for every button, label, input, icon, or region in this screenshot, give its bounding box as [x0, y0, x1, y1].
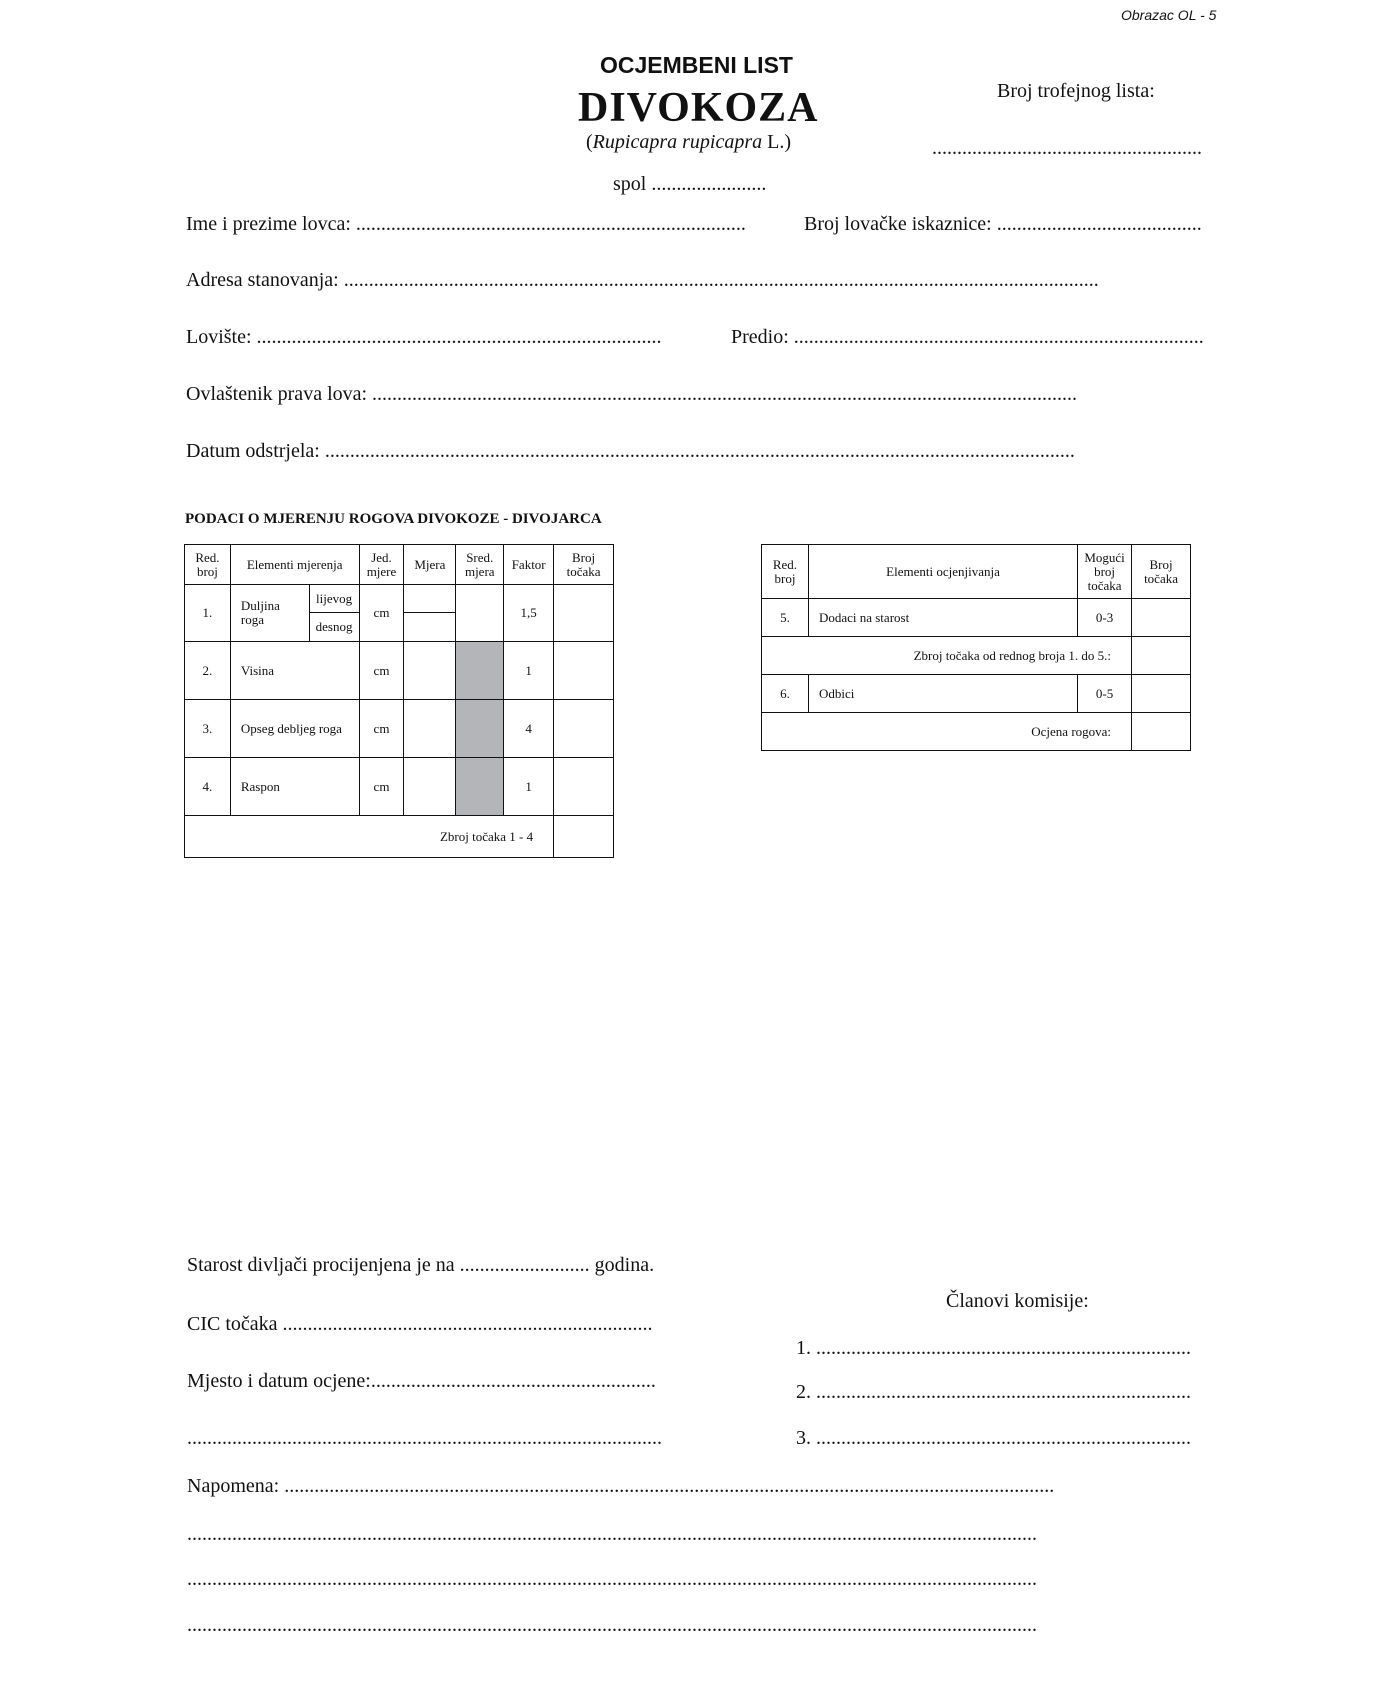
place-date-continuation[interactable]: ...............................................................................................	[187, 1427, 662, 1449]
measurement-table	[184, 544, 614, 858]
row-number: 3.	[185, 700, 231, 758]
shaded-cell	[456, 642, 504, 700]
element-label: Duljina roga	[230, 585, 309, 642]
note-line-2[interactable]: ..........................................................................................................................................................................	[187, 1523, 1037, 1545]
header-moguci-broj-tocaka: Mogući broj točaka	[1078, 545, 1132, 599]
form-title: DIVOKOZA	[578, 85, 819, 131]
latin-name: Rupicapra rupicapra	[592, 131, 763, 153]
score-label: Ocjena rogova:	[762, 713, 1132, 751]
hunting-rights-holder-field[interactable]: Ovlaštenik prava lova: .............................................................................................................................................	[186, 383, 1078, 405]
measure-input-left[interactable]	[404, 585, 456, 613]
factor-value: 4	[504, 700, 554, 758]
license-number-field[interactable]: Broj lovačke iskaznice: .........................................	[804, 213, 1202, 235]
note-field[interactable]: Napomena: ..........................................................................................................................................................	[187, 1475, 1055, 1497]
latin-name-line	[586, 131, 791, 154]
header-jed-mjere: Jed. mjere	[359, 545, 404, 585]
hunter-name-field[interactable]: Ime i prezime lovca: ..............................................................................	[186, 213, 746, 235]
points-input[interactable]	[554, 758, 614, 816]
points-input[interactable]	[554, 700, 614, 758]
row-number: 5.	[762, 599, 809, 637]
place-date-field[interactable]: Mjesto i datum ocjene:.........................................................	[187, 1370, 656, 1392]
header-red-broj: Red. broj	[185, 545, 231, 585]
row-number: 1.	[185, 585, 231, 642]
committee-title: Članovi komisije:	[946, 1290, 1089, 1312]
average-input[interactable]	[456, 585, 504, 642]
form-code: Obrazac OL - 5	[1121, 7, 1217, 23]
element-label: Odbici	[808, 675, 1077, 713]
unit-label: cm	[359, 585, 404, 642]
header-elementi-ocjenjivanja: Elementi ocjenjivanja	[808, 545, 1077, 599]
range-value: 0-5	[1078, 675, 1132, 713]
sum-label: Zbroj točaka od rednog broja 1. do 5.:	[762, 637, 1132, 675]
latin-close: L.)	[762, 131, 791, 153]
committee-member-2[interactable]: 2. ...........................................................................	[796, 1381, 1191, 1403]
note-line-3[interactable]: ..........................................................................................................................................................................	[187, 1568, 1037, 1590]
measure-input[interactable]	[404, 700, 456, 758]
points-input[interactable]	[554, 585, 614, 642]
score-input[interactable]	[1132, 713, 1191, 751]
evaluation-table	[761, 544, 1191, 751]
sum-points-input[interactable]	[1132, 637, 1191, 675]
measure-section-title: PODACI O MJERENJU ROGOVA DIVOKOZE - DIVOJARCA	[185, 511, 602, 527]
latin-open: (	[586, 131, 593, 153]
committee-member-1[interactable]: 1. ...........................................................................	[796, 1337, 1191, 1359]
measure-input[interactable]	[404, 758, 456, 816]
address-field[interactable]: Adresa stanovanja: .......................................................................................................................................................	[186, 269, 1099, 291]
form-subtitle: OCJEMBENI LIST	[600, 52, 793, 78]
row-number: 2.	[185, 642, 231, 700]
trophy-number-label: Broj trofejnog lista:	[997, 80, 1155, 102]
element-label: Dodaci na starost	[808, 599, 1077, 637]
header-broj-tocaka: Broj točaka	[554, 545, 614, 585]
sum-label: Zbroj točaka 1 - 4	[185, 816, 554, 858]
sum-points-input[interactable]	[554, 816, 614, 858]
sub-label-left: lijevog	[309, 585, 359, 613]
note-line-4[interactable]: ..........................................................................................................................................................................	[187, 1614, 1037, 1636]
measure-input-right[interactable]	[404, 613, 456, 642]
trophy-number-field[interactable]: ......................................................	[932, 137, 1202, 159]
points-input[interactable]	[1132, 675, 1191, 713]
date-shot-field[interactable]: Datum odstrjela: ......................................................................................................................................................	[186, 440, 1075, 462]
header-sred-mjera: Sred. mjera	[456, 545, 504, 585]
points-input[interactable]	[1132, 599, 1191, 637]
hunting-ground-field[interactable]: Lovište: .................................................................................	[186, 326, 662, 348]
element-label: Visina	[230, 642, 359, 700]
row-number: 4.	[185, 758, 231, 816]
factor-value: 1	[504, 758, 554, 816]
unit-label: cm	[359, 758, 404, 816]
factor-value: 1,5	[504, 585, 554, 642]
element-label: Raspon	[230, 758, 359, 816]
element-label: Opseg debljeg roga	[230, 700, 359, 758]
area-field[interactable]: Predio: ..................................................................................	[731, 326, 1204, 348]
header-broj-tocaka: Broj točaka	[1132, 545, 1191, 599]
measure-input[interactable]	[404, 642, 456, 700]
shaded-cell	[456, 700, 504, 758]
unit-label: cm	[359, 700, 404, 758]
age-field[interactable]: Starost divljači procijenjena je na .......................... godina.	[187, 1254, 655, 1276]
points-input[interactable]	[554, 642, 614, 700]
header-mjera: Mjera	[404, 545, 456, 585]
unit-label: cm	[359, 642, 404, 700]
sex-field[interactable]: spol .......................	[613, 173, 767, 195]
committee-member-3[interactable]: 3. ...........................................................................	[796, 1427, 1191, 1449]
cic-points-field[interactable]: CIC točaka ..........................................................................	[187, 1313, 653, 1335]
header-faktor: Faktor	[504, 545, 554, 585]
header-red-broj: Red. broj	[762, 545, 809, 599]
shaded-cell	[456, 758, 504, 816]
factor-value: 1	[504, 642, 554, 700]
row-number: 6.	[762, 675, 809, 713]
sub-label-right: desnog	[309, 613, 359, 642]
header-elementi-mjerenja: Elementi mjerenja	[230, 545, 359, 585]
range-value: 0-3	[1078, 599, 1132, 637]
